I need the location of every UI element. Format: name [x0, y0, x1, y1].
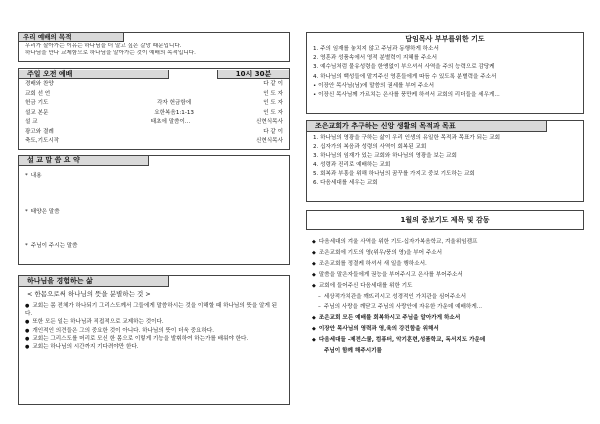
row-person: 인 도 자 [263, 109, 283, 116]
prayer-item: 2. 영혼과 성품속에서 영적 분별력이 지혜를 주소서 [313, 55, 438, 62]
monthly-item: ◆ 말씀을 말은자들에게 권능을 부어주시고 은사를 부어주소서 [312, 270, 578, 281]
experience-title: 하나님을 경험하는 삶 [19, 276, 169, 287]
service-time: 10시 30분 [217, 70, 289, 79]
row-person: 신현식목사 [255, 119, 283, 126]
sermon-summary-box [18, 155, 290, 265]
row-label: 설교 본문 [25, 109, 49, 116]
monthly-item: – 세상적가치관을 깨뜨리시고 성경적인 가치관을 심어주소서 [312, 292, 578, 303]
prayer-item: 1. 주의 임재를 놓치지 않고 주님과 동행하게 하소서 [313, 46, 439, 52]
experience-item: ● 교회는 그리스도를 머리로 모신 한 몸으로 이렇게 기능을 발휘하여 하는가를 배워야 한다. [25, 335, 283, 343]
monthly-item: 주님이 함께 해주시기를 [324, 348, 382, 355]
goal-item: 4. 성령과 진리로 예배하는 교회 [313, 161, 391, 168]
church-goals-title: 조은교회가 추구하는 신앙 생활의 목적과 목표 [307, 121, 547, 132]
service-title: 주일 오전 예배 [19, 70, 169, 79]
service-row [25, 80, 283, 90]
service-row [25, 109, 283, 119]
service-row [25, 90, 283, 100]
monthly-item: ◆ 이장안 목사님의 영력과 영,육의 강건함을 위해서 [312, 324, 578, 335]
monthly-item: ◆ 조은교회를 정결케 하셔서 새 일을 행하소서. [312, 259, 578, 270]
sunday-service-box [18, 68, 290, 150]
goal-item: 6. 다음세대를 세우는 교회 [313, 179, 378, 186]
row-person: 다 같 이 [263, 128, 283, 135]
row-person: 신현식목사 [255, 138, 283, 145]
experience-item: ● 또한 모든 일는 하나님과 직접적으로 교제하는 것이다. [25, 318, 283, 326]
row-label: 경배와 찬양 [25, 81, 54, 88]
pastor-prayer-box [306, 32, 584, 114]
service-row [25, 99, 283, 109]
row-middle: 각자 헌금함에 [157, 100, 192, 107]
row-label: 교회 선 언 [25, 90, 51, 97]
monthly-item: ◆ 조은교회에 기도의 영(위우/풍의 영)을 부어 주소서 [312, 248, 578, 259]
worship-purpose-box [18, 32, 290, 62]
worship-purpose-line-2: 하나님을 만나 교제함으로 하나님을 알아가는 것이 예배의 목적입니다. [25, 49, 196, 56]
row-label: 축도,기도시작 [25, 138, 60, 145]
row-person: 인 도 자 [263, 100, 283, 107]
experience-subtitle: < 한몸으로써 하나님의 뜻을 분별하는 것 > [27, 290, 151, 298]
pastor-prayer-title: 담임목사 부부를위한 기도 [405, 35, 485, 43]
monthly-item: ◆ 다음세대의 겨울 사역을 위한 기도-십자가복음학교, 겨울위임캠프 [312, 237, 578, 248]
service-row [25, 118, 283, 128]
church-goals-box [306, 120, 584, 202]
prayer-item: • 이장안 목사님(님)에 말씀의 권세를 부어 주소서 [313, 82, 435, 89]
worship-purpose-title: 우리 예배의 목적 [19, 33, 124, 42]
monthly-item: ◆ 교회에 들어주신 다음세대를 위한 기도 [312, 281, 578, 292]
service-row [25, 137, 283, 147]
goal-item: 5. 회복과 부흥을 위해 하나님의 꿈꾸를 가지고 중보 기도하는 교회 [313, 170, 475, 177]
goal-item: 3. 하나님의 임재가 있는 교회와 하나님의 영광을 보는 교회 [313, 152, 457, 159]
summary-item: * 주님이 주시는 말씀 [25, 243, 78, 250]
summary-item: * 태양은 말씀 [25, 209, 60, 216]
goal-item: 1. 하나님의 영광을 구하는 삶이 우리 인생의 유일한 목적과 목표가 되는 교회 [313, 135, 501, 141]
summary-item: * 내용 [25, 173, 42, 180]
prayer-item: 3. 예수님처럼 물유성령을 한얭없이 부으셔서 사역을 주의 능력으로 감당케 [313, 64, 495, 71]
experience-item: ● 개인적인 의견들은 그의 중요한 것이 아니다. 하나님의 뜻이 더욱 중요하다. [25, 327, 283, 335]
service-row [25, 128, 283, 138]
row-person: 다 같 이 [263, 81, 283, 88]
monthly-item: ◆ 다음세대들 -제전스쿨, 컴퓨터, 악기훈련,성품학교, 독서지도 가운데 [312, 335, 578, 346]
experience-item: ● 교회는 하나님의 시간까지 기다려야만 한다. [25, 343, 283, 351]
row-label: 헌금 기도 [25, 100, 49, 107]
row-middle: 태초에 말씀이... [150, 119, 191, 126]
monthly-prayer-title: 1월의 중보기도 제목 및 감동 [400, 216, 490, 224]
monthly-prayer-header-box [306, 210, 584, 230]
monthly-item: ◆ 조은교회 모든 예배를 회복하시고 주님을 알아가게 하소서 [312, 313, 578, 324]
row-person: 인 도 자 [263, 90, 283, 97]
row-label: 설 교 [25, 119, 38, 126]
row-label: 광고와 결례 [25, 128, 54, 135]
experience-box [18, 275, 290, 405]
monthly-item: – 주님의 사랑을 깨닫고 주님의 사랑안에 자유한 가운데 예배하게... [312, 302, 578, 313]
goal-item: 2. 십자가의 복음과 성령의 사역이 회복된 교회 [313, 143, 427, 150]
monthly-prayer-box [306, 234, 584, 406]
prayer-item: 4. 하나님의 백성들에 맡겨주신 영혼들에게 따듬 수 있도록 분별력을 주소서 [313, 73, 497, 80]
sermon-summary-title: 설 교 말 씀 요 약 [19, 156, 149, 166]
experience-item: ● 교회는 몸 전체가 하나되기 그리스도께서 그들에게 말씀하시는 것을 이해할 때 하나님의 뜻을 알게 된다. [25, 302, 283, 318]
row-middle: 요한복음1:1-13 [154, 109, 194, 116]
prayer-item: • 이장신 목사님께 가르치는 은사를 풍만케 하셔서 교회의 리더들을 세우게... [313, 92, 500, 99]
worship-purpose-line-1: 우리가 살아가는 이유는 하나님을 더 알고 싶은 갈망 때문입니다. [25, 43, 182, 49]
